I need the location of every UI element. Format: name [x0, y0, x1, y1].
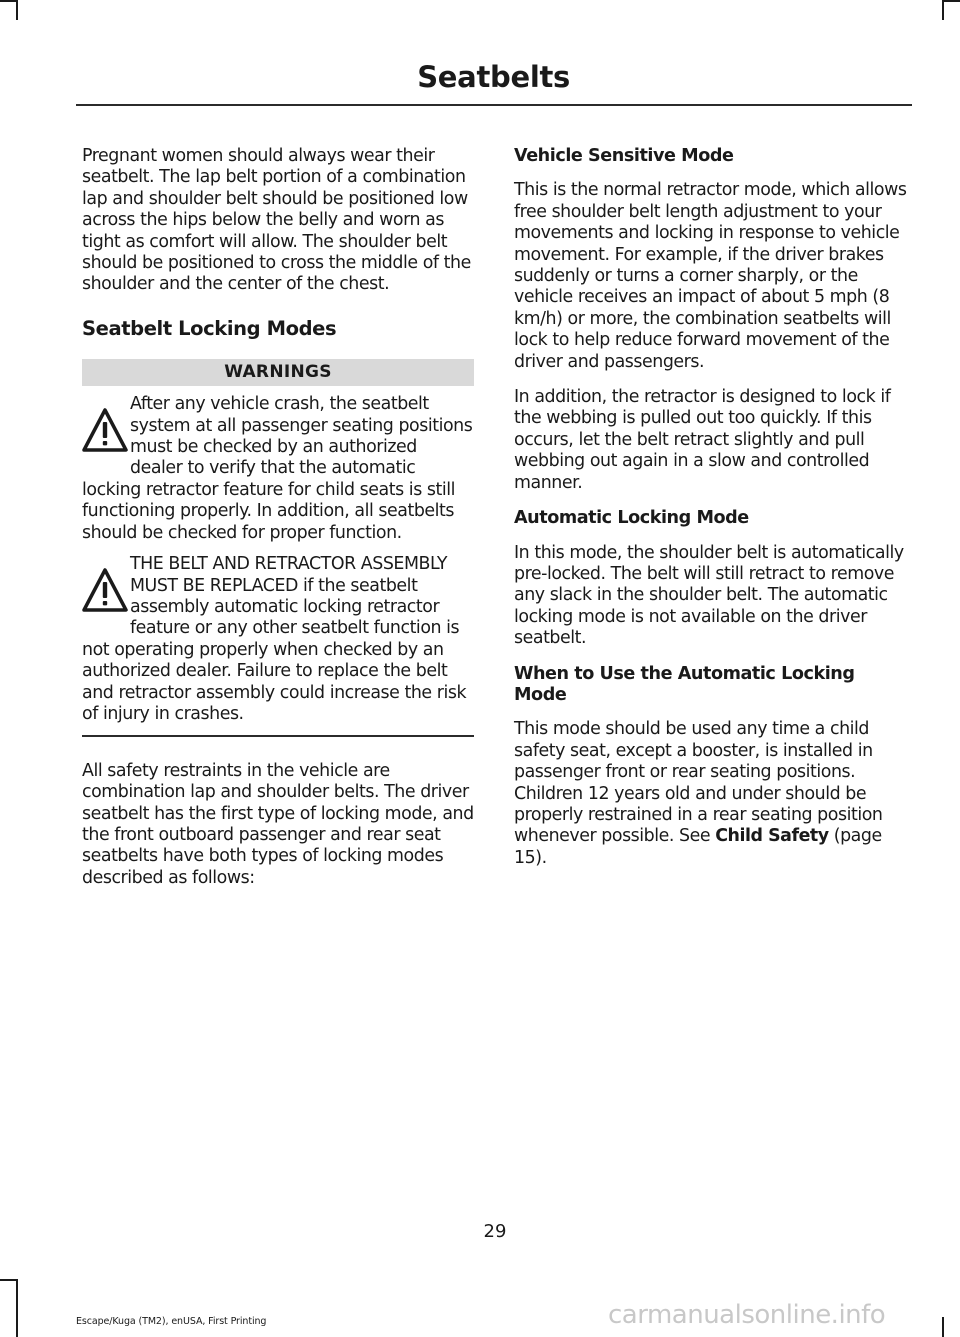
when-to-use-heading: When to Use the Automatic Locking Mode: [514, 663, 855, 705]
crop-mark: [942, 0, 960, 2]
vsm-paragraph-1: This is the normal retractor mode, which allows free shoulder belt length adjustment to your movements and locking in response to vehicle movement. For example, if the driver brakes suddenly or turns a corner sharply, or the vehicle receives an impact of about 5 mph (8 km/h) or more, the combination seatbelts will lock to help reduce forward movement of the driver and passengers.: [514, 180, 907, 372]
when-to-use-paragraph: [514, 719, 908, 869]
warning-text: THE BELT AND RETRACTOR ASSEMBLY MUST BE REPLACED if the seatbelt assembly automatic locking retractor feature or any other seatbelt function is not operating properly when checked by an authorized dealer. Failure to replace the belt and retractor assembly could increase the risk of injury in crashes.: [82, 554, 467, 724]
warning-item: [82, 554, 474, 725]
intro-paragraph: Pregnant women should always wear their seatbelt. The lap belt portion of a combination lap and shoulder belt should be positioned low across the hips below the belly and worn as tight as comfort will allow. The shoulder belt should be positioned to cross the middle of the shoulder and the center of the chest.: [82, 146, 471, 295]
alm-paragraph: In this mode, the shoulder belt is automatically pre-locked. The belt will still retract to remove any slack in the shoulder belt. The automatic locking mode is not available on the driver seatbelt.: [514, 542, 904, 649]
edition-footer: Escape/Kuga (TM2), enUSA, First Printing: [76, 1316, 267, 1327]
left-column: [82, 146, 474, 903]
watermark: carmanualsonline.info: [608, 1300, 886, 1330]
automatic-locking-mode-heading: Automatic Locking Mode: [514, 508, 749, 529]
warning-item: [82, 394, 474, 544]
page-reference: (page 15).: [514, 826, 882, 868]
page-title: Seatbelts: [417, 60, 570, 94]
crop-mark: [942, 1317, 944, 1337]
crop-mark: [16, 0, 18, 20]
warnings-end-divider: [82, 735, 474, 737]
vehicle-sensitive-mode-heading: Vehicle Sensitive Mode: [514, 146, 734, 166]
vsm-paragraph-2: In addition, the retractor is designed to lock if the webbing is pulled out too quickly. If this occurs, let the belt retract slightly and pull webbing out again in a slow and controlled manner.: [514, 387, 891, 493]
right-column: [514, 146, 908, 883]
when-to-use-text: This mode should be used any time a child safety seat, except a booster, is installed in passenger front or rear seating positions. Children 12 years old and under should be properly restrained in a rear seating position whenever possible. See: [514, 719, 883, 847]
crop-mark: [942, 0, 944, 20]
section-heading: Seatbelt Locking Modes: [82, 316, 337, 340]
crop-mark: [16, 1279, 18, 1337]
warning-triangle-icon: [80, 402, 130, 460]
warning-text: After any vehicle crash, the seatbelt system at all passenger seating positions must be checked by an authorized dealer to verify that the automatic locking retractor feature for child seats is still functioning properly. In addition, all seatbelts should be checked for proper function.: [82, 394, 473, 543]
header-divider: [76, 104, 912, 106]
restraints-paragraph: All safety restraints in the vehicle are combination lap and shoulder belts. The driver seatbelt has the first type of locking mode, and the front outboard passenger and rear seat seatbelts have both types of locking modes described as follows:: [82, 760, 474, 888]
warning-triangle-icon: [80, 562, 130, 620]
page-number: 29: [483, 1221, 507, 1242]
child-safety-link[interactable]: Child Safety: [715, 826, 829, 847]
warnings-header: WARNINGS: [82, 359, 474, 386]
